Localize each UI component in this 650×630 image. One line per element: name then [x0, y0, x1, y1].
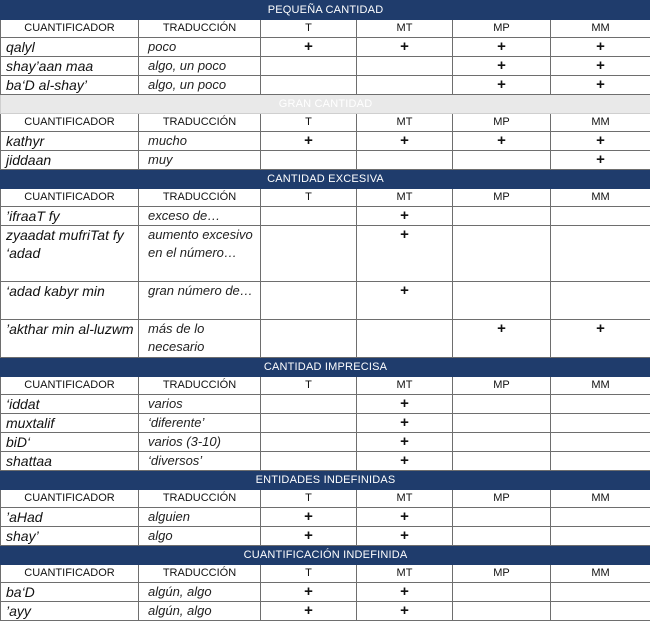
- section-title-row: [1, 546, 650, 565]
- quantifier-translation: muy: [139, 151, 261, 170]
- term-header: CUANTIFICADOR: [1, 114, 139, 132]
- column-header-row: [1, 490, 650, 508]
- mark-t: [261, 207, 357, 226]
- mark-t: [261, 414, 357, 433]
- mark-mp: [453, 207, 551, 226]
- quantifier-translation: algún, algo: [139, 602, 261, 621]
- mark-t: +: [261, 132, 357, 151]
- section-title-row: [1, 170, 650, 189]
- mark-mt: +: [357, 282, 453, 320]
- mark-mt: +: [357, 38, 453, 57]
- mark-t: +: [261, 38, 357, 57]
- mark-mp: [453, 226, 551, 282]
- quantifier-translation: varios: [139, 395, 261, 414]
- quantifier-term: ba‘D al-shay’: [1, 76, 139, 95]
- quantifier-term: ba‘D: [1, 583, 139, 602]
- section-title-row: [1, 358, 650, 377]
- table-row: [1, 282, 650, 320]
- mark-t: [261, 395, 357, 414]
- mm-header: MM: [551, 565, 650, 583]
- mark-mp: [453, 452, 551, 471]
- mp-header: MP: [453, 490, 551, 508]
- mt-header: MT: [357, 565, 453, 583]
- mark-mm: +: [551, 320, 650, 358]
- table-row: [1, 414, 650, 433]
- mp-header: MP: [453, 565, 551, 583]
- table-row: [1, 38, 650, 57]
- translation-header: TRADUCCIÓN: [139, 490, 261, 508]
- mark-mp: [453, 414, 551, 433]
- term-header: CUANTIFICADOR: [1, 490, 139, 508]
- mark-mm: [551, 583, 650, 602]
- mm-header: MM: [551, 490, 650, 508]
- mark-t: [261, 226, 357, 282]
- mm-header: MM: [551, 114, 650, 132]
- mark-t: [261, 151, 357, 170]
- mark-mp: [453, 527, 551, 546]
- mark-mm: [551, 282, 650, 320]
- quantifier-term: ‘adad kabyr min: [1, 282, 139, 320]
- quantifier-term: shattaa: [1, 452, 139, 471]
- table-row: [1, 583, 650, 602]
- mark-mp: +: [453, 76, 551, 95]
- mt-header: MT: [357, 490, 453, 508]
- mm-header: MM: [551, 20, 650, 38]
- quantifier-translation: exceso de…: [139, 207, 261, 226]
- mark-mp: [453, 602, 551, 621]
- quantifier-term: kathyr: [1, 132, 139, 151]
- quantifier-translation: gran número de…: [139, 282, 261, 320]
- t-header: T: [261, 565, 357, 583]
- mark-mt: +: [357, 452, 453, 471]
- mark-mm: [551, 414, 650, 433]
- section-title-row: [1, 95, 650, 114]
- table-row: [1, 395, 650, 414]
- mark-mm: +: [551, 38, 650, 57]
- mark-mm: +: [551, 151, 650, 170]
- quantifier-term: qalyl: [1, 38, 139, 57]
- quantifier-translation: poco: [139, 38, 261, 57]
- mt-header: MT: [357, 114, 453, 132]
- quantifier-term: biD‘: [1, 433, 139, 452]
- quantifier-term: shay’: [1, 527, 139, 546]
- table-row: [1, 151, 650, 170]
- quantifier-translation: algo, un poco: [139, 57, 261, 76]
- mark-mt: +: [357, 583, 453, 602]
- mark-mp: +: [453, 320, 551, 358]
- table-row: [1, 132, 650, 151]
- mark-mt: [357, 320, 453, 358]
- quantifier-translation: ‘diversos’: [139, 452, 261, 471]
- quantifier-term: ’akthar min al-luzwm: [1, 320, 139, 358]
- term-header: CUANTIFICADOR: [1, 189, 139, 207]
- column-header-row: [1, 565, 650, 583]
- quantifier-translation: mucho: [139, 132, 261, 151]
- mark-t: [261, 433, 357, 452]
- table-row: [1, 602, 650, 621]
- quantifier-translation: varios (3-10): [139, 433, 261, 452]
- translation-header: TRADUCCIÓN: [139, 565, 261, 583]
- t-header: T: [261, 20, 357, 38]
- mark-mt: +: [357, 433, 453, 452]
- mark-mp: [453, 583, 551, 602]
- section-title: GRAN CANTIDAD: [1, 95, 650, 114]
- mark-mm: [551, 527, 650, 546]
- quantifier-translation: alguien: [139, 508, 261, 527]
- translation-header: TRADUCCIÓN: [139, 20, 261, 38]
- mark-mm: [551, 395, 650, 414]
- mark-t: [261, 452, 357, 471]
- mark-t: [261, 76, 357, 95]
- mark-mm: [551, 508, 650, 527]
- mark-mt: +: [357, 602, 453, 621]
- table-row: [1, 433, 650, 452]
- column-header-row: [1, 114, 650, 132]
- section-title: CUANTIFICACIÓN INDEFINIDA: [1, 546, 650, 565]
- mark-t: [261, 57, 357, 76]
- mark-mp: [453, 433, 551, 452]
- mark-mm: [551, 226, 650, 282]
- section-title: CANTIDAD EXCESIVA: [1, 170, 650, 189]
- mark-mp: [453, 395, 551, 414]
- table-row: [1, 508, 650, 527]
- mt-header: MT: [357, 20, 453, 38]
- section-title-row: [1, 471, 650, 490]
- mark-mt: +: [357, 226, 453, 282]
- mark-t: +: [261, 527, 357, 546]
- mark-mt: [357, 151, 453, 170]
- mark-mp: [453, 151, 551, 170]
- term-header: CUANTIFICADOR: [1, 377, 139, 395]
- mp-header: MP: [453, 114, 551, 132]
- section-title: CANTIDAD IMPRECISA: [1, 358, 650, 377]
- mark-mt: +: [357, 395, 453, 414]
- table-row: [1, 57, 650, 76]
- mark-t: [261, 282, 357, 320]
- mark-mt: +: [357, 508, 453, 527]
- mark-t: [261, 320, 357, 358]
- mark-mp: +: [453, 132, 551, 151]
- column-header-row: [1, 20, 650, 38]
- mark-t: +: [261, 508, 357, 527]
- mark-mt: +: [357, 207, 453, 226]
- mark-mt: +: [357, 414, 453, 433]
- mark-mm: [551, 207, 650, 226]
- mark-mm: [551, 452, 650, 471]
- translation-header: TRADUCCIÓN: [139, 114, 261, 132]
- quantifier-term: ’aHad: [1, 508, 139, 527]
- mp-header: MP: [453, 377, 551, 395]
- t-header: T: [261, 490, 357, 508]
- mark-mm: +: [551, 76, 650, 95]
- mark-t: +: [261, 602, 357, 621]
- mark-mp: +: [453, 38, 551, 57]
- mark-mt: +: [357, 527, 453, 546]
- mark-t: +: [261, 583, 357, 602]
- quantifier-term: ’ifraaT fy: [1, 207, 139, 226]
- quantifier-term: ’ayy: [1, 602, 139, 621]
- table-row: [1, 207, 650, 226]
- section-title: PEQUEÑA CANTIDAD: [1, 1, 650, 20]
- quantifier-translation: aumento excesivo en el número…: [139, 226, 261, 282]
- term-header: CUANTIFICADOR: [1, 565, 139, 583]
- table-row: [1, 226, 650, 282]
- mark-mm: +: [551, 57, 650, 76]
- quantifier-term: jiddaan: [1, 151, 139, 170]
- table-row: [1, 452, 650, 471]
- quantifier-term: zyaadat mufriTat fy ‘adad: [1, 226, 139, 282]
- mark-mm: [551, 433, 650, 452]
- section-title-row: [1, 1, 650, 20]
- table-row: [1, 320, 650, 358]
- translation-header: TRADUCCIÓN: [139, 377, 261, 395]
- mt-header: MT: [357, 189, 453, 207]
- mark-mt: [357, 57, 453, 76]
- section-title: ENTIDADES INDEFINIDAS: [1, 471, 650, 490]
- quantifier-translation: más de lo necesario: [139, 320, 261, 358]
- quantifier-translation: algo: [139, 527, 261, 546]
- quantifier-translation: algún, algo: [139, 583, 261, 602]
- translation-header: TRADUCCIÓN: [139, 189, 261, 207]
- mark-mm: [551, 602, 650, 621]
- mp-header: MP: [453, 20, 551, 38]
- mark-mm: +: [551, 132, 650, 151]
- term-header: CUANTIFICADOR: [1, 20, 139, 38]
- t-header: T: [261, 189, 357, 207]
- quantifier-translation: algo, un poco: [139, 76, 261, 95]
- mark-mp: [453, 508, 551, 527]
- column-header-row: [1, 189, 650, 207]
- mm-header: MM: [551, 189, 650, 207]
- t-header: T: [261, 114, 357, 132]
- quantifier-term: ‘iddat: [1, 395, 139, 414]
- mark-mt: [357, 76, 453, 95]
- quantifier-term: shay’aan maa: [1, 57, 139, 76]
- quantifier-term: muxtalif: [1, 414, 139, 433]
- mark-mp: [453, 282, 551, 320]
- quantifier-translation: ‘diferente’: [139, 414, 261, 433]
- mark-mp: +: [453, 57, 551, 76]
- table-row: [1, 76, 650, 95]
- mt-header: MT: [357, 377, 453, 395]
- mark-mt: +: [357, 132, 453, 151]
- table-row: [1, 527, 650, 546]
- column-header-row: [1, 377, 650, 395]
- t-header: T: [261, 377, 357, 395]
- mm-header: MM: [551, 377, 650, 395]
- mp-header: MP: [453, 189, 551, 207]
